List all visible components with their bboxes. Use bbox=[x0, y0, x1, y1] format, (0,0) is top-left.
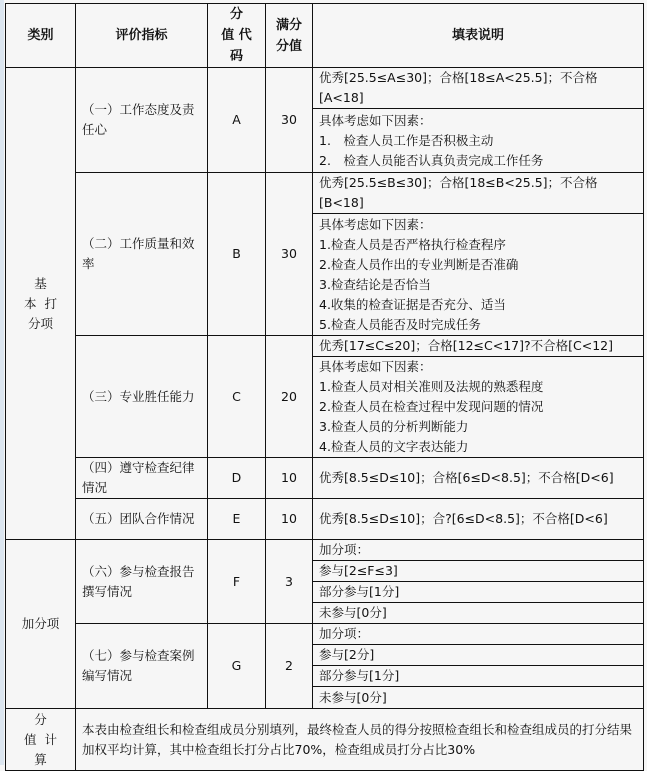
calc-description: 本表由检查组长和检查组成员分别填列，最终检查人员的得分按照检查组长和检查组成员的打分结果加权平均计算，其中检查组长打分占比70%，检查组成员打分占比30% bbox=[76, 709, 644, 771]
bonus-item: 部分参与[1分] bbox=[313, 666, 644, 687]
indicator-cell: （四）遵守检查纪律情况 bbox=[76, 458, 208, 499]
factors-cell: 具体考虑如下因素： 1.检查人员对相关准则及法规的熟悉程度 2.检查人员在检查过程中发现问题的情况 3.检查人员的分析判断能力 4.检查人员的文字表达能力 bbox=[313, 357, 644, 458]
header-indicator: 评价指标 bbox=[76, 4, 208, 68]
header-full-score: 满分 分值 bbox=[266, 4, 313, 68]
table-row bbox=[6, 173, 644, 214]
indicator-cell: （三）专业胜任能力 bbox=[76, 336, 208, 458]
bonus-item: 未参与[0分] bbox=[313, 687, 644, 709]
code-cell: E bbox=[208, 499, 266, 540]
grade-cell: 优秀[8.5≤D≤10]；合?[6≤D<8.5]；不合格[D<6] bbox=[313, 499, 644, 540]
table-row bbox=[6, 540, 644, 561]
code-cell: C bbox=[208, 336, 266, 458]
grade-cell: 优秀[25.5≤B≤30]；合格[18≤B<25.5]；不合格[B<18] bbox=[313, 173, 644, 214]
table-row bbox=[6, 499, 644, 540]
code-cell: F bbox=[208, 540, 266, 624]
header-code: 分 值 代 码 bbox=[208, 4, 266, 68]
score-cell: 10 bbox=[266, 499, 313, 540]
code-cell: B bbox=[208, 173, 266, 336]
evaluation-table bbox=[5, 3, 644, 771]
indicator-cell: （一）工作态度及责任心 bbox=[76, 68, 208, 173]
indicator-cell: （七）参与检查案例编写情况 bbox=[76, 624, 208, 709]
score-cell: 20 bbox=[266, 336, 313, 458]
indicator-cell: （五）团队合作情况 bbox=[76, 499, 208, 540]
header-description: 填表说明 bbox=[313, 4, 644, 68]
window-edge bbox=[0, 0, 4, 765]
bonus-item: 参与[2分] bbox=[313, 645, 644, 666]
category-calc: 分 值 计 算 bbox=[6, 709, 76, 771]
table-row bbox=[6, 624, 644, 645]
score-cell: 30 bbox=[266, 173, 313, 336]
score-cell: 3 bbox=[266, 540, 313, 624]
bonus-item: 加分项： bbox=[313, 540, 644, 561]
score-cell: 30 bbox=[266, 68, 313, 173]
category-basic: 基 本 打 分项 bbox=[6, 68, 76, 540]
code-cell: G bbox=[208, 624, 266, 709]
bonus-item: 未参与[0分] bbox=[313, 603, 644, 624]
factors-cell: 具体考虑如下因素： 1. 检查人员工作是否积极主动 2. 检查人员能否认真负责完成工作任务 bbox=[313, 109, 644, 173]
code-cell: A bbox=[208, 68, 266, 173]
category-bonus: 加分项 bbox=[6, 540, 76, 709]
table-row bbox=[6, 458, 644, 499]
grade-cell: 优秀[8.5≤D≤10]；合格[6≤D<8.5]；不合格[D<6] bbox=[313, 458, 644, 499]
score-cell: 2 bbox=[266, 624, 313, 709]
code-cell: D bbox=[208, 458, 266, 499]
header-category: 类别 bbox=[6, 4, 76, 68]
factors-cell: 具体考虑如下因素： 1.检查人员是否严格执行检查程序 2.检查人员作出的专业判断是否准确 3.检查结论是否恰当 4.收集的检查证据是否充分、适当 5.检查人员能否及时完成任务 bbox=[313, 214, 644, 336]
bonus-item: 参与[2≤F≤3] bbox=[313, 561, 644, 582]
header-row bbox=[6, 4, 644, 68]
calc-row bbox=[6, 709, 644, 771]
indicator-cell: （二）工作质量和效率 bbox=[76, 173, 208, 336]
grade-cell: 优秀[17≤C≤20]；合格[12≤C<17]?不合格[C<12] bbox=[313, 336, 644, 357]
indicator-cell: （六）参与检查报告撰写情况 bbox=[76, 540, 208, 624]
score-cell: 10 bbox=[266, 458, 313, 499]
table-row bbox=[6, 68, 644, 109]
grade-cell: 优秀[25.5≤A≤30]；合格[18≤A<25.5]；不合格[A<18] bbox=[313, 68, 644, 109]
table-row bbox=[6, 336, 644, 357]
bonus-item: 加分项： bbox=[313, 624, 644, 645]
bonus-item: 部分参与[1分] bbox=[313, 582, 644, 603]
